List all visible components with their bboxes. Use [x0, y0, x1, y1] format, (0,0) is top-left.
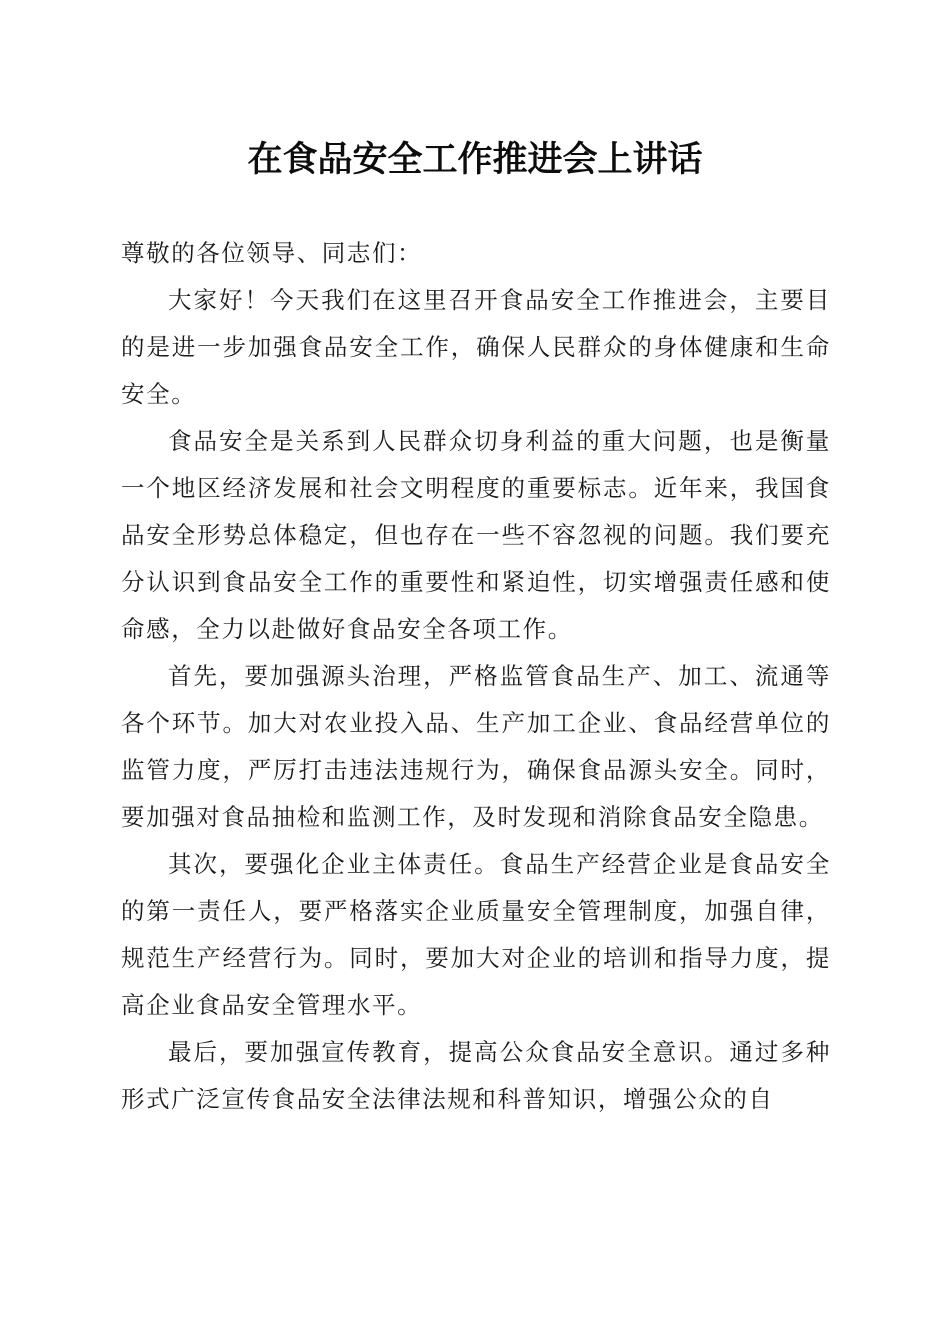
paragraph-3: 首先，要加强源头治理，严格监管食品生产、加工、流通等各个环节。加大对农业投入品、生产加工企业、食品经营单位的监管力度，严厉打击违法违规行为，确保食品源头安全。同时，要加强对食品抽检和监测工作，及时发现和消除食品安全隐患。 — [121, 662, 831, 831]
paragraph-1: 大家好！今天我们在这里召开食品安全工作推进会，主要目的是进一步加强食品安全工作，确保人民群众的身体健康和生命安全。 — [121, 286, 831, 408]
document-body — [121, 230, 831, 1123]
paragraph-4: 其次，要强化企业主体责任。食品生产经营企业是食品安全的第一责任人，要严格落实企业质量安全管理制度，加强自律，规范生产经营行为。同时，要加大对企业的培训和指导力度，提高企业食品安全管理水平。 — [121, 850, 831, 1019]
page-title: 在食品安全工作推进会上讲话 — [247, 139, 703, 180]
paragraph-2: 食品安全是关系到人民群众切身利益的重大问题，也是衡量一个地区经济发展和社会文明程度的重要标志。近年来，我国食品安全形势总体稳定，但也存在一些不容忽视的问题。我们要充分认识到食品安全工作的重要性和紧迫性，切实增强责任感和使命感，全力以赴做好食品安全各项工作。 — [121, 427, 831, 643]
salutation: 尊敬的各位领导、同志们： — [121, 239, 423, 267]
paragraph-5: 最后，要加强宣传教育，提高公众食品安全意识。通过多种形式广泛宣传食品安全法律法规和科普知识，增强公众的自 — [121, 1038, 831, 1113]
